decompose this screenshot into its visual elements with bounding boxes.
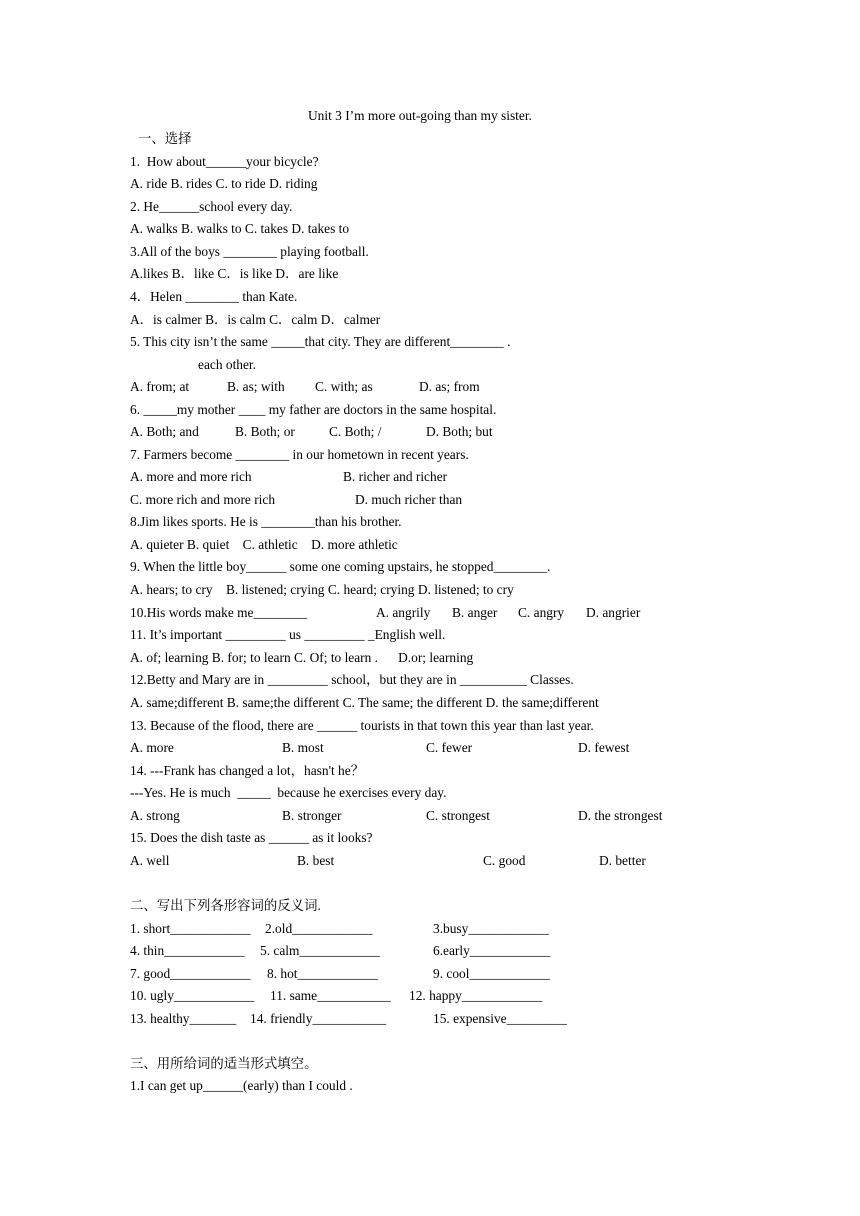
option: A. well <box>130 853 170 868</box>
question-line: 13. Because of the flood, there are ______ tourists in that town this year than last year. <box>130 718 594 733</box>
option: A. more <box>130 740 174 755</box>
antonym-item: 1. short____________ <box>130 921 251 936</box>
option-line: A.likes B．like C．is like D．are like <box>130 266 339 281</box>
option-line: A. hears; to cry B. listened; crying C. heard; crying D. listened; to cry <box>130 582 514 597</box>
antonym-row <box>130 1011 567 1027</box>
antonym-row <box>130 943 551 959</box>
question-stem: 10.His words make me________ <box>130 605 308 620</box>
option-line: A．is calmer B．is calm C．calm D．calmer <box>130 312 381 327</box>
option: B. as; with <box>227 379 285 394</box>
option: D. the strongest <box>578 808 663 823</box>
antonym-row <box>130 966 550 982</box>
option: D. as; from <box>419 379 480 394</box>
section-2-heading: 二、写出下列各形容词的反义词. <box>130 898 321 913</box>
option-line <box>130 808 663 824</box>
option: C. with; as <box>315 379 373 394</box>
question-line-continued: each other. <box>198 357 256 372</box>
question-line: 2. He______school every day. <box>130 199 293 214</box>
option: B. most <box>282 740 324 755</box>
question-line: 9. When the little boy______ some one coming upstairs, he stopped________. <box>130 559 551 574</box>
antonym-item: 13. healthy_______ <box>130 1011 237 1026</box>
antonym-item: 11. same___________ <box>270 988 391 1003</box>
option-line: A. same;different B. same;the different C. The same; the different D. the same;different <box>130 695 599 710</box>
option: B. stronger <box>282 808 342 823</box>
antonym-item: 2.old____________ <box>265 921 373 936</box>
option-line: A. of; learning B. for; to learn C. Of; to learn . D.or; learning <box>130 650 474 665</box>
option-line <box>130 740 630 756</box>
option: D. better <box>599 853 646 868</box>
antonym-item: 7. good____________ <box>130 966 251 981</box>
option: C. strongest <box>426 808 490 823</box>
option-line <box>130 469 448 485</box>
antonym-item: 15. expensive_________ <box>433 1011 567 1026</box>
antonym-item: 5. calm____________ <box>260 943 380 958</box>
option-line: A. quieter B. quiet C. athletic D. more athletic <box>130 537 398 552</box>
antonym-item: 10. ugly____________ <box>130 988 255 1003</box>
question-line: 1.I can get up______(early) than I could . <box>130 1078 353 1093</box>
antonym-row <box>130 988 543 1004</box>
option: C. Both; / <box>329 424 382 439</box>
antonym-item: 6.early____________ <box>433 943 551 958</box>
option: C. good <box>483 853 526 868</box>
option: B. best <box>297 853 335 868</box>
option: B. anger <box>452 605 498 620</box>
question-line: 1. How about______your bicycle? <box>130 154 319 169</box>
question-line: 4．Helen ________ than Kate. <box>130 289 298 304</box>
option: A. from; at <box>130 379 190 394</box>
antonym-item: 3.busy____________ <box>433 921 549 936</box>
option-line: A. walks B. walks to C. takes D. takes to <box>130 221 350 236</box>
antonym-row <box>130 921 549 937</box>
antonym-item: 8. hot____________ <box>267 966 378 981</box>
document-title: Unit 3 I’m more out-going than my sister. <box>308 108 532 123</box>
option-line <box>130 492 463 508</box>
question-line <box>130 605 641 621</box>
option: D. fewest <box>578 740 630 755</box>
option: D. much richer than <box>355 492 463 507</box>
option-line <box>130 853 646 869</box>
question-line: 6. _____my mother ____ my father are doctors in the same hospital. <box>130 402 497 417</box>
antonym-item: 14. friendly___________ <box>250 1011 387 1026</box>
antonym-item: 9. cool____________ <box>433 966 550 981</box>
question-line: 14. ---Frank has changed a lot，hasn't he？ <box>130 763 365 778</box>
option: D. Both; but <box>426 424 493 439</box>
question-line: 7. Farmers become ________ in our hometown in recent years. <box>130 447 469 462</box>
option: C. fewer <box>426 740 473 755</box>
question-line: ---Yes. He is much _____ because he exercises every day. <box>130 785 447 800</box>
option: B. richer and richer <box>343 469 448 484</box>
option-line <box>130 424 493 440</box>
question-line: 15. Does the dish taste as ______ as it looks? <box>130 830 373 845</box>
section-3-heading: 三、用所给词的适当形式填空。 <box>130 1056 318 1071</box>
option-line: A. ride B. rides C. to ride D. riding <box>130 176 318 191</box>
option: B. Both; or <box>235 424 295 439</box>
antonym-item: 12. happy____________ <box>409 988 543 1003</box>
option-line <box>130 379 480 395</box>
question-line: 8.Jim likes sports. He is ________than his brother. <box>130 514 402 529</box>
antonym-item: 4. thin____________ <box>130 943 245 958</box>
question-line: 12.Betty and Mary are in _________ school，but they are in __________ Classes. <box>130 672 574 687</box>
option: C. angry <box>518 605 565 620</box>
option: A. angrily <box>376 605 431 620</box>
option: A. more and more rich <box>130 469 252 484</box>
section-1-heading: 一、选择 <box>138 131 192 146</box>
option: D. angrier <box>586 605 641 620</box>
option: A. strong <box>130 808 180 823</box>
question-line: 11. It’s important _________ us _________ _English well. <box>130 627 446 642</box>
option: A. Both; and <box>130 424 199 439</box>
option: C. more rich and more rich <box>130 492 276 507</box>
question-line: 3.All of the boys ________ playing football. <box>130 244 369 259</box>
question-line: 5. This city isn’t the same _____that city. They are different________ . <box>130 334 511 349</box>
